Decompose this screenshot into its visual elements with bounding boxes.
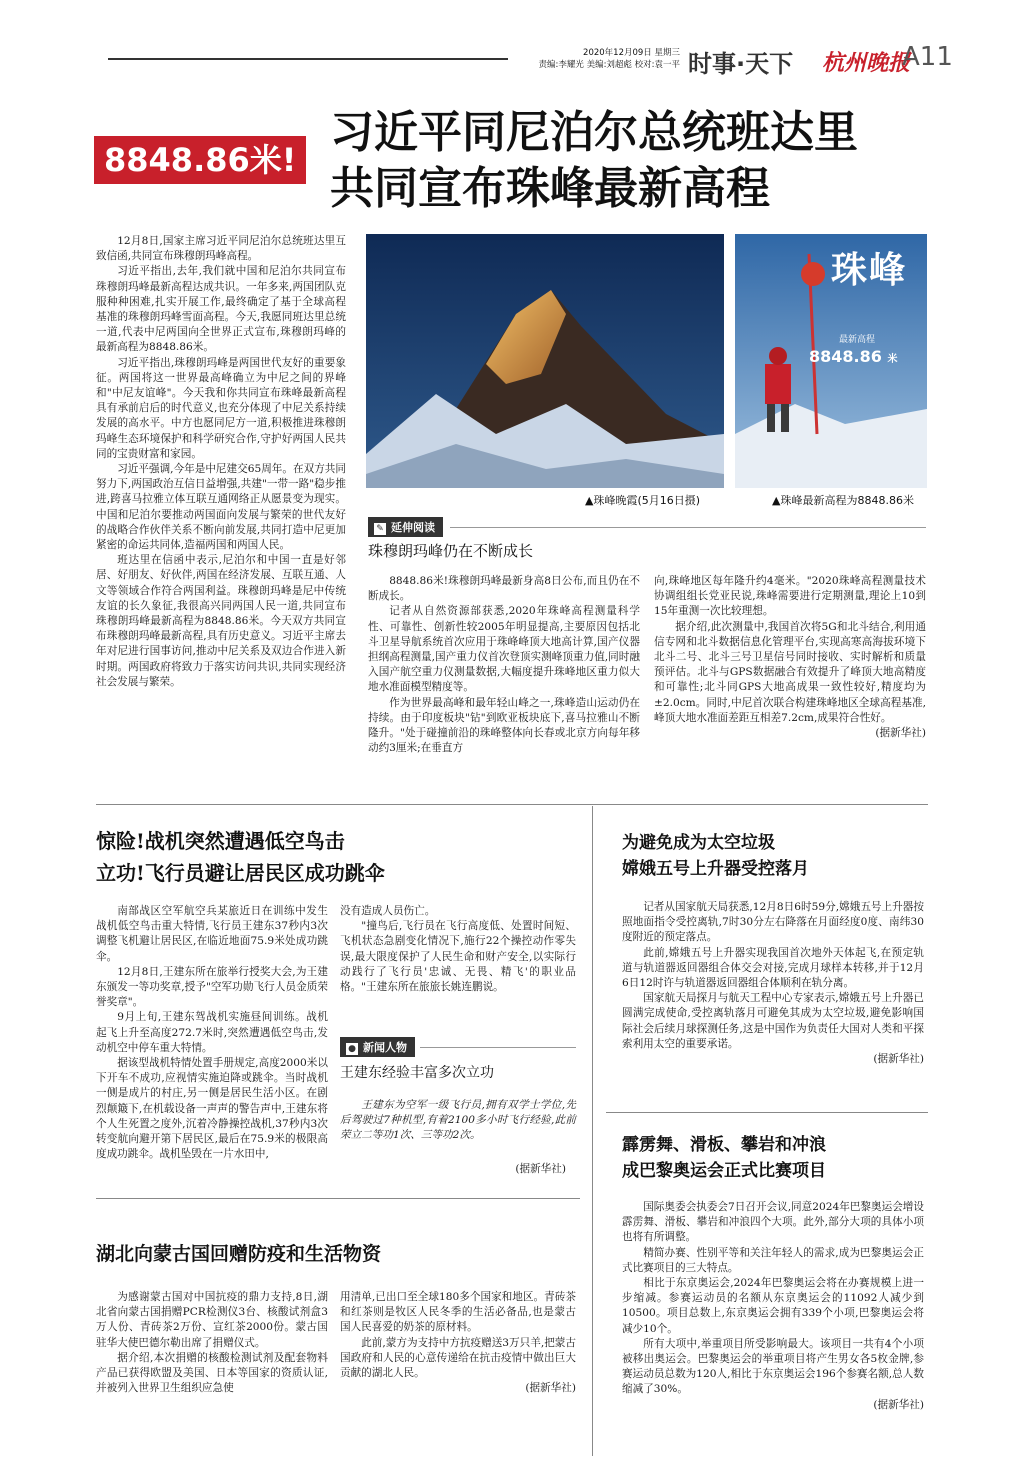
extended-paragraph: 作为世界最高峰和最年轻山峰之一,珠峰造山运动仍在持续。由于印度板块"钻"到欧亚板块底下,喜马拉雅山不断隆升。"处于碰撞前沿的珠峰整体向长春或北京方向每年移动约3厘米;在垂直方	[368, 696, 640, 755]
section-divider	[96, 804, 928, 805]
everest-dusk-photo	[366, 234, 724, 488]
extended-paragraph: 据介绍,此次测量中,我国首次将5G和北斗结合,利用通信专网和北斗数据信息化管理平台,实现高寒高海拔环境下北斗二号、北斗三号卫星信号同时接收、实时解析和质量预评估。北斗与GPS数据融合有效提升了峰顶大地高精度和可靠性;北斗同GPS大地高成果一致性较好,精度均为±2.0cm。同时,中尼首次联合构建珠峰地区全球高程基准,峰顶大地水准面差距互相差7.2cm,成果符合性好。	[654, 620, 926, 724]
header-editors: 责编:李耀光 美编:刘超彪 校对:袁一平	[538, 60, 680, 70]
olympics-title-line1: 霹雳舞、滑板、攀岩和冲浪	[622, 1135, 826, 1155]
header-date: 2020年12月09日 星期三	[583, 48, 680, 58]
extended-paragraph: 向,珠峰地区每年隆升约4毫米。"2020珠峰高程测量技术协调组组长党亚民说,珠峰需要进行定期测量,理论上10到15年重测一次比较理想。	[654, 575, 926, 618]
lead-body	[96, 234, 346, 690]
lead-paragraph: 习近平强调,今年是中尼建交65周年。在双方共同努力下,两国政治互信日益增强,共建"一带一路"稳步推进,跨喜马拉雅立体互联互通网络正从愿景变为现实。中国和尼泊尔要推动两国面向发展与繁荣的世代友好的战略合作伙伴关系不断向前发展,共同打造中尼更加紧密的命运共同体,造福两国和两国人民。	[96, 463, 346, 552]
photo1-caption: ▲珠峰晚霞(5月16日摄)	[585, 494, 701, 507]
olympics-paragraph: 所有大项中,举重项目所受影响最大。该项目一共有4个小项被移出奥运会。巴黎奥运会的举重项目将产生男女各5枚金牌,参赛运动员总数为120人,相比于东京奥运会196个参赛名额,总人数缩减了30%。	[622, 1337, 924, 1396]
change5-title-line1: 为避免成为太空垃圾	[622, 833, 775, 853]
lead-paragraph: 习近平指出,珠穆朗玛峰是两国世代友好的重要象征。两国将这一世界最高峰确立为中尼之间的界峰和"中尼友谊峰"。今天我和你共同宣布珠峰最新高程具有承前启后的时代意义,也充分体现了中尼关系持续发展的高水平。中方也愿同尼方一道,积极推进珠穆朗玛峰生态环境保护和科学研究合作,守护好两国人民共同的宝贵财富和家园。	[96, 356, 346, 460]
olympics-body	[622, 1200, 924, 1413]
header-rule	[108, 58, 508, 60]
document-icon: ✎	[374, 523, 386, 535]
pilot-credit: (据新华社)	[515, 1163, 566, 1175]
change5-paragraph: 此前,嫦娥五号上升器实现我国首次地外天体起飞,在预定轨道与轨道器返回器组合体交会对接,完成月球样本转移,并于12月6日12时许与轨道器返回器组合体顺利在轨分离。	[622, 946, 924, 990]
paper-logo: 杭州晚报	[822, 50, 911, 76]
change5-paragraph: 国家航天局探月与航天工程中心专家表示,嫦娥五号上升器已圆满完成使命,受控离轨落月可避免其成为太空垃圾,避免影响国际社会后续月球探测任务,这是中国作为负责任大国对人类和平探索利用太空的重要承诺。	[622, 992, 924, 1050]
summit-poster	[735, 234, 927, 488]
pilot-title-line1: 惊险!战机突然遭遇低空鸟击	[96, 829, 345, 853]
hubei-col1	[96, 1290, 328, 1396]
extended-credit: (据新华社)	[875, 727, 926, 740]
extended-tag	[368, 516, 443, 537]
olympics-credit: (据新华社)	[873, 1398, 924, 1411]
pilot-title-line2: 立功!飞行员避让居民区成功跳伞	[96, 861, 385, 885]
extended-title: 珠穆朗玛峰仍在不断成长	[368, 542, 534, 560]
extended-paragraph: 8848.86米!珠穆朗玛峰最新身高8日公布,而且仍在不断成长。	[368, 575, 640, 603]
olympics-paragraph: 精简办赛、性别平等和关注年轻人的需求,成为巴黎奥运会正式比赛项目的三大特点。	[622, 1246, 924, 1274]
poster-subtitle: 最新高程	[839, 335, 876, 345]
hubei-paragraph: 用清单,已出口至全球180多个国家和地区。青砖茶和红茶则是牧区人民冬季的生活必备品,也是蒙古国人民喜爱的奶茶的原材料。	[340, 1291, 576, 1334]
hubei-title: 湖北向蒙古国回赠防疫和生活物资	[96, 1243, 382, 1265]
page-number: A11	[902, 42, 953, 72]
poster-height	[809, 347, 897, 366]
hubei-divider	[96, 1198, 580, 1199]
olympics-paragraph: 相比于东京奥运会,2024年巴黎奥运会将在办赛规模上进一步缩减。参赛运动员的名额从东京奥运会的11092人减少到10500。项目总数上,东京奥运会拥有339个小项,巴黎奥运会将减少10个。	[622, 1277, 924, 1335]
poster-title: 珠峰	[831, 250, 908, 291]
hubei-credit: (据新华社)	[525, 1382, 576, 1395]
pilot-subtitle: 王建东经验丰富多次立功	[340, 1065, 494, 1081]
change5-body	[622, 900, 924, 1067]
person-icon: ●	[346, 1043, 358, 1055]
pilot-paragraph: 没有造成人员伤亡。	[340, 905, 436, 917]
section-title: 时事·天下	[688, 50, 794, 78]
hubei-paragraph: 据介绍,本次捐赠的核酸检测试剂及配套物料产品已获得欧盟及美国、日本等国家的资质认证,并被列入世界卫生组织应急使	[96, 1351, 328, 1395]
height-badge: 8848.86米!	[94, 136, 306, 184]
hubei-paragraph: 此前,蒙方为支持中方抗疫赠送3万只羊,把蒙古国政府和人民的心意传递给在抗击疫情中做出巨大贡献的湖北人民。	[340, 1336, 576, 1380]
extended-rule	[450, 527, 926, 528]
pilot-paragraph: 9月上旬,王建东驾战机实施昼间训练。战机起飞上升至高度272.7米时,突然遭遇低空鸟击,发动机空中停车重大特情。	[96, 1011, 328, 1054]
pilot-paragraph: "撞鸟后,飞行员在飞行高度低、处置时间短、飞机状态急剧变化情况下,施行22个操控动作零失误,最大限度保护了人民生命和财产安全,以实际行动践行了飞行员'忠诚、无畏、精飞'的职业品格。"王建东所在旅旅长姚连鹏说。	[340, 920, 576, 994]
pilot-paragraph: 南部战区空军航空兵某旅近日在训练中发生战机低空鸟击重大特情,飞行员王建东37秒内3次调整飞机避让居民区,在临近地面75.9米处成功跳伞。	[96, 905, 328, 963]
hubei-col2	[340, 1290, 576, 1396]
extended-col1	[368, 574, 640, 756]
lead-title-line1: 习近平同尼泊尔总统班达里	[330, 107, 858, 158]
pilot-col2	[340, 904, 576, 995]
pilot-paragraph: 据该型战机特情处置手册规定,高度2000米以下开车不成功,应视情实施迫降或跳伞。当时战机一侧是成片的村庄,另一侧是居民生活小区。在剧烈颠簸下,在机载设备一声声的警告声中,王建东将个人生死置之度外,沉着冷静操控战机,37秒内3次转变航向避开第下居民区,最后在75.9米的极限高度成功跳伞。战机坠毁在一片水田中,	[96, 1057, 328, 1161]
pilot-tag-label: 新闻人物	[363, 1041, 407, 1054]
lead-title-line2: 共同宣布珠峰最新高程	[330, 163, 770, 214]
photo2-caption: ▲珠峰最新高程为8848.86米	[772, 494, 914, 507]
mountain-illustration	[366, 234, 724, 488]
olympics-paragraph: 国际奥委会执委会7日召开会议,同意2024年巴黎奥运会增设霹雳舞、滑板、攀岩和冲浪四个大项。此外,部分大项的具体小项也将有所调整。	[622, 1201, 924, 1244]
change5-paragraph: 记者从国家航天局获悉,12月8日6时59分,嫦娥五号上升器按照地面指令受控离轨,7时30分左右降落在月面经度0度、南纬30度附近的预定落点。	[622, 901, 924, 944]
poster-height-unit: 米	[887, 354, 898, 365]
pilot-tag	[340, 1036, 415, 1057]
olympics-title-line2: 成巴黎奥运会正式比赛项目	[622, 1161, 826, 1181]
right-divider	[606, 1112, 928, 1113]
lead-paragraph: 习近平指出,去年,我们就中国和尼泊尔共同宣布珠穆朗玛峰最新高程达成共识。一年多来,两国团队克服种种困难,扎实开展工作,最终确定了基于全球高程基准的珠穆朗玛峰雪面高程。今天,我愿同班达里总统一道,代表中尼两国向全世界正式宣布,珠穆朗玛峰的最新高程为8848.86米。	[96, 265, 346, 354]
change5-credit: (据新华社)	[873, 1053, 924, 1066]
pilot-tag-rule	[420, 1047, 576, 1048]
change5-title-line2: 嫦娥五号上升器受控落月	[622, 859, 809, 879]
extended-tag-label: 延伸阅读	[391, 521, 435, 534]
lead-paragraph: 班达里在信函中表示,尼泊尔和中国一直是好邻居、好朋友、好伙伴,两国在经济发展、互联互通、人文等领域合作符合两国利益。珠穆朗玛峰是尼中传统友谊的长久象征,我很高兴同两国人民一道,共同宣布珠穆朗玛峰最新高程为8848.86米。今天双方共同宣布珠穆朗玛峰最新高程,具有历史意义。习近平主席去年对尼进行国事访问,推动中尼关系及双边合作进入新时期。两国政府将致力于落实访问共识,共同实现经济社会发展与繁荣。	[96, 554, 346, 688]
extended-paragraph: 记者从自然资源部获悉,2020年珠峰高程测量科学性、可靠性、创新性较2005年明显提高,主要原因包括北斗卫星导航系统首次应用于珠峰峰顶大地高计算,国产仪器担纲高程测量,国产重力仪首次登顶实测峰顶重力值,同时融入国产航空重力仪测量数据,大幅度提升珠峰地区重力似大地水准面模型精度等。	[368, 605, 640, 694]
hubei-paragraph: 为感谢蒙古国对中国抗疫的鼎力支持,8日,湖北省向蒙古国捐赠PCR检测仪3台、核酸试剂盒3万人份、青砖茶2万份、宣红茶2000份。蒙古国驻华大使巴德尔勒出席了捐赠仪式。	[96, 1291, 328, 1349]
pilot-col1	[96, 904, 328, 1162]
lead-paragraph: 12月8日,国家主席习近平同尼泊尔总统班达里互致信函,共同宣布珠穆朗玛峰高程。	[96, 235, 346, 263]
pilot-paragraph: 12月8日,王建东所在旅举行授奖大会,为王建东颁发一等功奖章,授予"空军功勋飞行人员金质荣誉奖章"。	[96, 965, 328, 1009]
column-divider	[592, 806, 593, 1456]
poster-height-value: 8848.86	[809, 347, 882, 366]
pilot-bio: 王建东为空军一级飞行员,拥有双学士学位,先后驾驶过7种机型,有着2100多小时飞行经验,此前荣立二等功1次、三等功2次。	[340, 1099, 576, 1142]
extended-col2	[654, 574, 926, 741]
